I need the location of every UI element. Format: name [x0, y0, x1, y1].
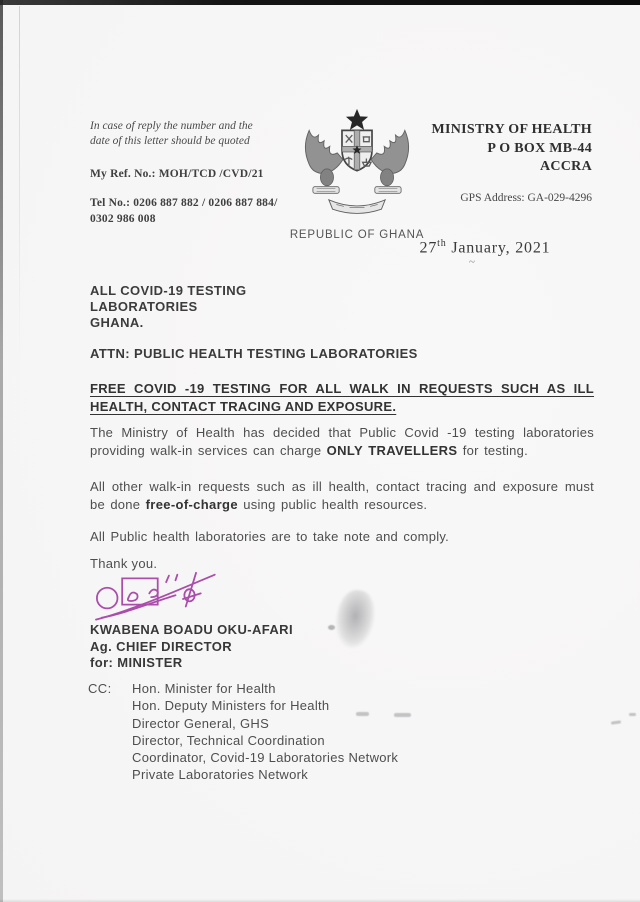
scan-left-edge [0, 0, 3, 902]
paragraph-1-emphasis: ONLY TRAVELLERS [326, 442, 458, 458]
tel-line2: 0302 986 008 [90, 213, 156, 225]
paragraph-3: All Public health laboratories are to take note and comply. [90, 529, 449, 544]
ministry-name: MINISTRY OF HEALTH [431, 122, 592, 137]
closing-line: Thank you. [90, 556, 158, 571]
attention-line: ATTN: PUBLIC HEALTH TESTING LABORATORIES [90, 346, 418, 361]
paragraph-1 [90, 424, 594, 459]
recipient-address [90, 283, 410, 331]
recipient-line2: LABORATORIES [90, 299, 198, 314]
paragraph-2-text: using public health resources. [237, 496, 428, 512]
po-box: P O BOX MB-44 [487, 140, 592, 156]
reply-note-line2: date of this letter should be quoted [90, 135, 250, 147]
recipient-line1: ALL COVID-19 TESTING [90, 283, 247, 298]
date-day: 27 [419, 239, 438, 257]
cc-item: Director, Technical Coordination [132, 732, 325, 748]
scan-artifact [629, 713, 636, 716]
gps-address: GPS Address: GA-029-4296 [460, 192, 592, 204]
signer-name: KWABENA BOADU OKU-AFARI [90, 622, 293, 637]
paragraph-2-emphasis: free-of-charge [145, 496, 238, 512]
ministry-address [382, 121, 592, 177]
cc-item: Hon. Deputy Ministers for Health [132, 698, 330, 714]
reply-note [90, 119, 290, 149]
scan-top-edge [0, 0, 640, 5]
scan-artifact [611, 720, 621, 724]
cc-label: CC: [88, 681, 112, 696]
reply-note-line1: In case of reply the number and the [90, 120, 253, 132]
telephone-numbers [90, 195, 300, 227]
paragraph-2-text: All other walk-in requests such as ill health, contact tracing and exposure must be done [90, 479, 594, 512]
letter-date [380, 238, 590, 257]
cc-item: Coordinator, Covid-19 Laboratories Network [132, 750, 399, 766]
cc-items [132, 680, 398, 784]
signer-block [90, 622, 410, 672]
paragraph-1-text: The Ministry of Health has decided that Public Covid -19 testing laboratories providing walk-in services can charge [90, 425, 594, 458]
scan-paper-edge [19, 6, 20, 366]
tel-line1: Tel No.: 0206 887 882 / 0206 887 884/ [90, 197, 278, 209]
pen-squiggle-artifact: ~ [469, 256, 475, 268]
cc-item: Director General, GHS [132, 715, 270, 731]
paragraph-2 [90, 478, 594, 513]
signer-for: for: MINISTER [90, 655, 183, 670]
reference-number: My Ref. No.: MOH/TCD /CVD/21 [90, 168, 264, 180]
cc-item: Hon. Minister for Health [132, 681, 276, 696]
paragraph-1-text: for testing. [457, 442, 528, 458]
city: ACCRA [539, 159, 592, 174]
cc-item: Private Laboratories Network [132, 767, 309, 783]
date-month-year: January, 2021 [446, 239, 551, 257]
cc-block [88, 680, 508, 784]
handwritten-signature [92, 570, 244, 628]
crest-caption: REPUBLIC OF GHANA [289, 229, 425, 241]
subject-line: FREE COVID -19 TESTING FOR ALL WALK IN REQUESTS SUCH AS ILL HEALTH, CONTACT TRACING AND EXPOSURE. [90, 381, 594, 414]
signer-title: Ag. CHIEF DIRECTOR [90, 638, 233, 654]
recipient-line3: GHANA. [90, 315, 144, 330]
date-ordinal: th [437, 238, 447, 249]
